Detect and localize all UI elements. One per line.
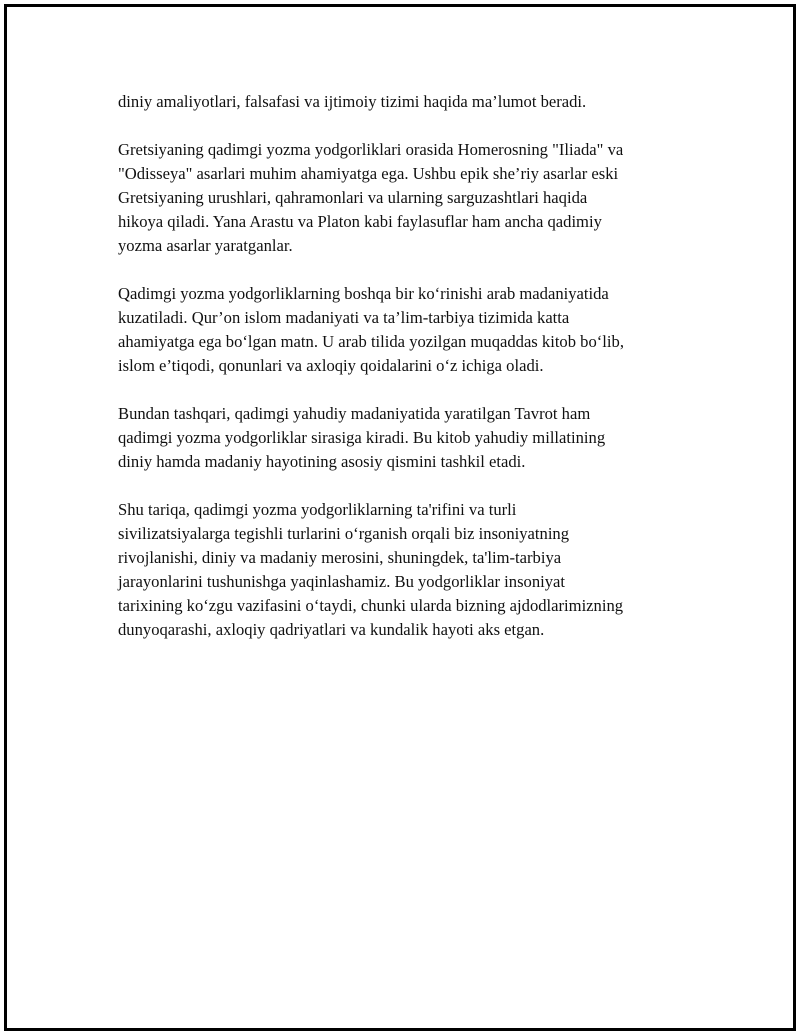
paragraph-4: Bundan tashqari, qadimgi yahudiy madaniyatida yaratilgan Tavrot ham qadimgi yozma yodgorliklar sirasiga kiradi. Bu kitob yahudiy millatining diniy hamda madaniy hayotining asosiy qismini tashkil etadi. bbox=[118, 404, 606, 471]
paragraph-3: Qadimgi yozma yodgorliklarning boshqa bir ko‘rinishi arab madaniyatida kuzatiladi. Qur’on islom madaniyati va ta’lim-tarbiya tizimida katta ahamiyatga ega bo‘lgan matn. U arab tilida yozilgan muqaddas kitob bo‘lib, islom e’tiqodi, qonunlari va axloqiy qoidalarini o‘z ichiga oladi. bbox=[118, 284, 624, 375]
paragraph-1: diniy amaliyotlari, falsafasi va ijtimoiy tizimi haqida ma’lumot beradi. bbox=[118, 92, 587, 111]
paragraph-5: Shu tariqa, qadimgi yozma yodgorliklarning ta'rifini va turli sivilizatsiyalarga tegishli turlarini o‘rganish orqali biz insoniyatning rivojlanishi, diniy va madaniy merosini, shuningdek, ta'lim-tarbiya jarayonlarini tushunishga yaqinlashamiz. Bu yodgorliklar insoniyat tarixining ko‘zgu vazifasini o‘taydi, chunki ularda bizning ajdodlarimizning dunyoqarashi, axloqiy qadriyatlari va kundalik hayoti aks etgan. bbox=[118, 500, 624, 639]
document-body bbox=[118, 90, 693, 666]
paragraph-2: Gretsiyaning qadimgi yozma yodgorliklari orasida Homerosning "Iliada" va "Odisseya" asarlari muhim ahamiyatga ega. Ushbu epik she’riy asarlar eski Gretsiyaning urushlari, qahramonlari va ularning sarguzashtlari haqida hikoya qiladi. Yana Arastu va Platon kabi faylasuflar ham ancha qadimiy yozma asarlar yaratganlar. bbox=[118, 140, 624, 255]
